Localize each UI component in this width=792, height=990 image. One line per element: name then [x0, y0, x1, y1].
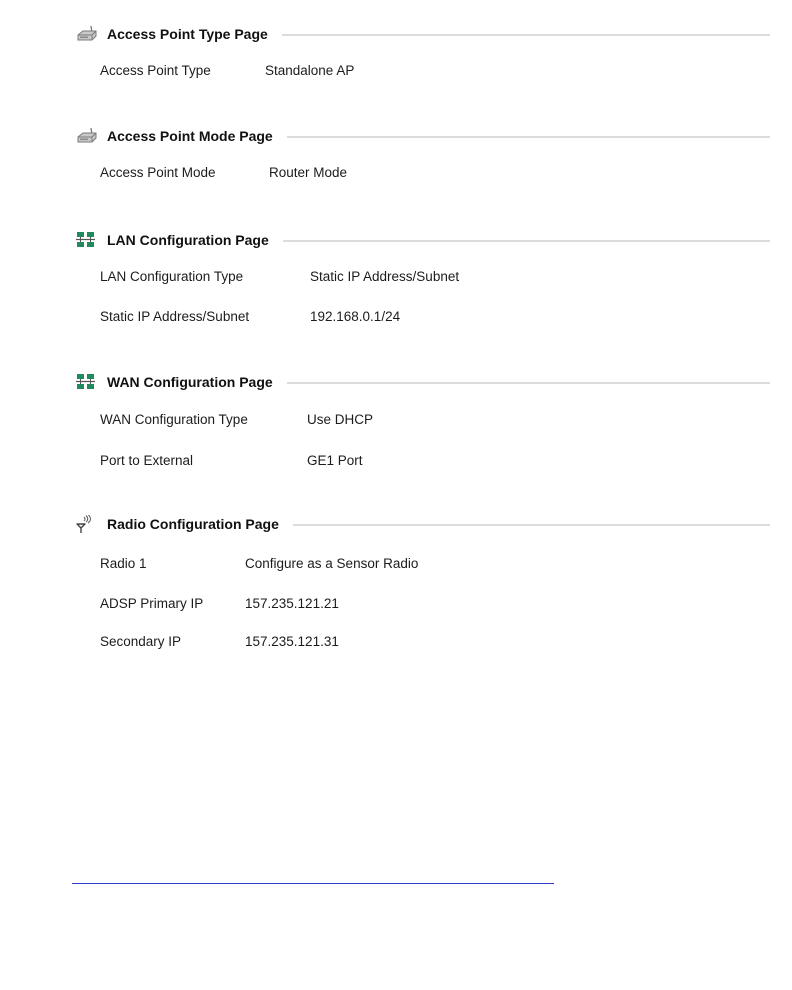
- link-underline-rule: [72, 883, 554, 884]
- section-divider: [282, 34, 770, 36]
- section-access-point-mode: [76, 125, 770, 180]
- field-label: Secondary IP: [100, 634, 182, 649]
- field-label: ADSP Primary IP: [100, 596, 204, 611]
- field-value: GE1 Port: [307, 453, 363, 468]
- field-value: Configure as a Sensor Radio: [245, 556, 419, 571]
- network-nodes-icon: [76, 373, 98, 391]
- radio-antenna-icon: [76, 515, 98, 533]
- field-label: Static IP Address/Subnet: [100, 309, 250, 324]
- section-title: Access Point Type Page: [107, 26, 268, 42]
- section-access-point-type: [76, 23, 770, 78]
- section-divider: [287, 382, 770, 384]
- section-title: Radio Configuration Page: [107, 516, 279, 532]
- section-divider: [287, 136, 770, 138]
- section-header: [76, 125, 770, 147]
- field-value: Use DHCP: [307, 412, 374, 427]
- field-value: Static IP Address/Subnet: [310, 269, 460, 284]
- field-value: Standalone AP: [265, 63, 355, 78]
- field-label: Radio 1: [100, 556, 147, 571]
- network-nodes-icon: [76, 231, 98, 249]
- section-header: [76, 229, 770, 251]
- field-value: 192.168.0.1/24: [310, 309, 401, 324]
- field-label: LAN Configuration Type: [100, 269, 244, 284]
- field-label: Access Point Type: [100, 63, 211, 78]
- section-header: [76, 513, 770, 535]
- router-device-icon: [76, 127, 98, 145]
- section-divider: [293, 524, 770, 526]
- section-header: [76, 23, 770, 45]
- section-lan-configuration: [76, 229, 770, 324]
- field-value: 157.235.121.31: [245, 634, 339, 649]
- field-value: 157.235.121.21: [245, 596, 339, 611]
- section-title: Access Point Mode Page: [107, 128, 273, 144]
- field-label: Access Point Mode: [100, 165, 216, 180]
- section-radio-configuration: [76, 513, 770, 649]
- field-value: Router Mode: [269, 165, 348, 180]
- field-label: WAN Configuration Type: [100, 412, 248, 427]
- section-header: [76, 371, 770, 393]
- field-label: Port to External: [100, 453, 194, 468]
- section-divider: [283, 240, 770, 242]
- section-title: WAN Configuration Page: [107, 374, 273, 390]
- section-title: LAN Configuration Page: [107, 232, 269, 248]
- section-wan-configuration: [76, 371, 770, 468]
- router-device-icon: [76, 25, 98, 43]
